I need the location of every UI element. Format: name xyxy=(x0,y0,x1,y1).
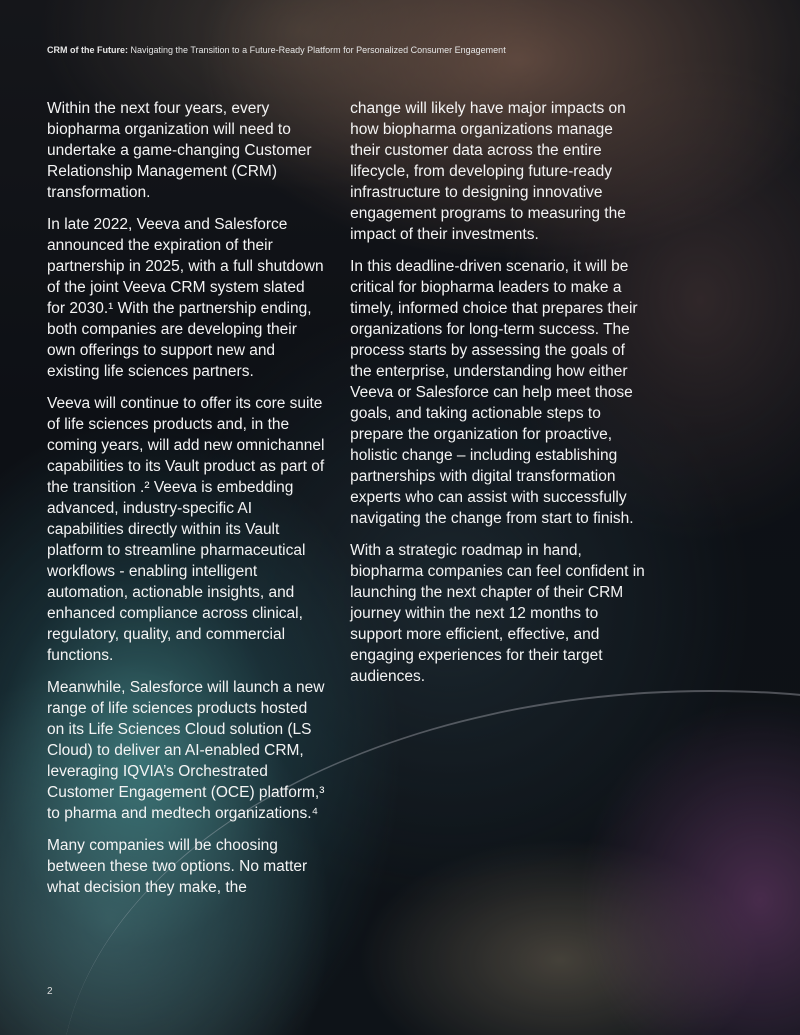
paragraph: In this deadline-driven scenario, it will be critical for biopharma leaders to make a timely, informed choice that prepares their organizations for long-term success. The process starts by assessing the goals of the enterprise, understanding how either Veeva or Salesforce can help meet those goals, and taking actionable steps to prepare the organization for proactive, holistic change – including establishing partnerships with digital transformation experts who can assist with successfully navigating the change from start to finish. xyxy=(350,258,638,527)
paragraph: Within the next four years, every biopharma organization will need to undertake a game-changing Customer Relationship Management (CRM) transformation. xyxy=(47,100,312,201)
paragraph: In late 2022, Veeva and Salesforce announced the expiration of their partnership in 2025, with a full shutdown of the joint Veeva CRM system slated for 2030.¹ With the partnership ending, both companies are developing their own offerings to support new and existing life sciences partners. xyxy=(47,216,324,380)
paragraph: Veeva will continue to offer its core suite of life sciences products and, in the coming years, will add new omnichannel capabilities to its Vault product as part of the transition .² Veeva is embedding advanced, industry-specific AI capabilities directly within its Vault platform to streamline pharmaceutical workflows - enabling intelligent automation, actionable insights, and enhanced compliance across clinical, regulatory, quality, and commercial functions. xyxy=(47,395,325,664)
paragraph: Many companies will be choosing between these two options. No matter what decision they make, the xyxy=(47,837,308,896)
header-title-subtitle: Navigating the Transition to a Future-Ready Platform for Personalized Consumer Engagement xyxy=(128,45,506,55)
page-number: 2 xyxy=(47,986,53,997)
body-columns xyxy=(47,98,647,909)
right-column xyxy=(350,98,647,909)
paragraph: With a strategic roadmap in hand, biopharma companies can feel confident in launching the next chapter of their CRM journey within the next 12 months to support more efficient, effective, and engaging experiences for their target audiences. xyxy=(350,542,645,685)
header-title-bold: CRM of the Future: xyxy=(47,45,128,55)
page-header xyxy=(47,45,506,55)
left-column xyxy=(47,98,326,909)
paragraph: Meanwhile, Salesforce will launch a new range of life sciences products hosted on its Life Sciences Cloud solution (LS Cloud) to deliver an AI-enabled CRM, leveraging IQVIA’s Orchestrated Customer Engagement (OCE) platform,³ to pharma and medtech organizations.⁴ xyxy=(47,679,325,822)
paragraph: change will likely have major impacts on how biopharma organizations manage their customer data across the entire lifecycle, from developing future-ready infrastructure to designing innovative engagement programs to measuring the impact of their investments. xyxy=(350,100,626,243)
